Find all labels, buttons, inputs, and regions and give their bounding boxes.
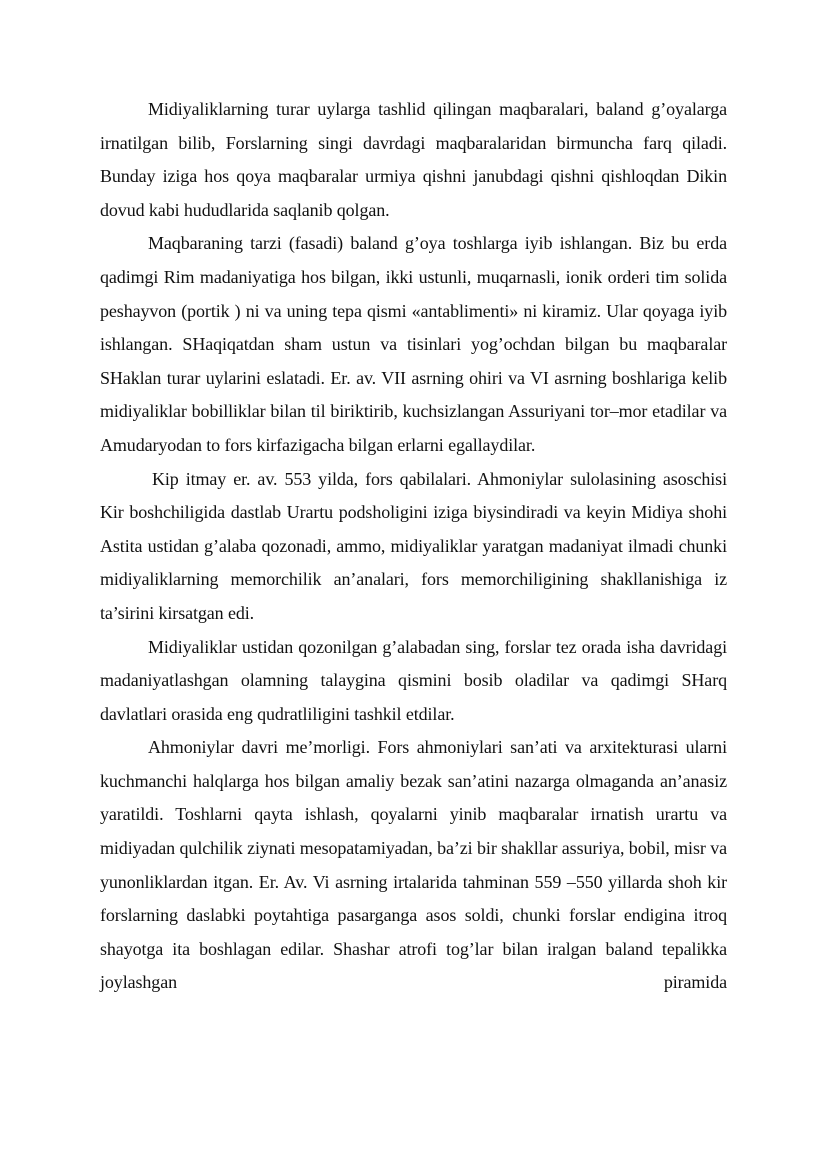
paragraph-2: Maqbaraning tarzi (fasadi) baland g’oya toshlarga iyib ishlangan. Biz bu erda qadimgi Rim madaniyatiga hos bilgan, ikki ustunli, muqarnasli, ionik orderi tim solida peshayvon (portik ) ni va uning tepa qismi «antablimenti» ni kiramiz. Ular qoyaga iyib ishlangan. SHaqiqatdan sham ustun va tisinlari yog’ochdan bilgan bu maqbaralar SHaklan turar uylarini eslatadi. Er. av. VII asrning ohiri va VI asrning boshlariga kelib midiyaliklar bobilliklar bilan til biriktirib, kuchsizlangan Assuriyani tor–mor etadilar va Amudaryodan to fors kirfazigacha bilgan erlarni egallaydilar. — [100, 233, 727, 455]
paragraph-1: Midiyaliklarning turar uylarga tashlid qilingan maqbaralari, baland g’oyalarga irnatilgan bilib, Forslarning singi davrdagi maqbaralaridan birmuncha farq qiladi. Bunday iziga hos qoya maqbaralar urmiya qishni janubdagi qishni qishloqdan Dikin dovud kabi hududlarida saqlanib qolgan. — [100, 99, 727, 220]
document-body — [100, 93, 727, 1000]
paragraph-5: Ahmoniylar davri me’morligi. Fors ahmoniylari san’ati va arxitekturasi ularni kuchmanchi halqlarga hos bilgan amaliy bezak san’atini nazarga olmaganda an’anasiz yaratildi. Toshlarni qayta ishlash, qoyalarni yinib maqbaralar irnatish urartu va midiyadan qulchilik ziynati mesopatamiyadan, ba’zi bir shakllar assuriya, bobil, misr va yunonliklardan itgan. Er. Av. Vi asrning irtalarida tahminan 559 –550 yillarda shoh kir forslarning daslabki poytahtiga pasarganga asos soldi, chunki forslar endigina itroq shayotga ita boshlagan edilar. Shashar atrofi tog’lar bilan iralgan baland tepalikka joylashgan piramida — [100, 737, 727, 993]
paragraph-3: Kip itmay er. av. 553 yilda, fors qabilalari. Ahmoniylar sulolasining asoschisi Kir boshchiligida dastlab Urartu podsholigini iziga biysindiradi va keyin Midiya shohi Astita ustidan g’alaba qozonadi, ammo, midiyaliklar yaratgan madaniyat ilmadi chunki midiyaliklarning memorchilik an’analari, fors memorchiligining shakllanishiga iz ta’sirini kirsatgan edi. — [100, 468, 727, 623]
paragraph-4: Midiyaliklar ustidan qozonilgan g’alabadan sing, forslar tez orada isha davridagi madaniyatlashgan olamning talaygina qismini bosib oladilar va qadimgi SHarq davlatlari orasida eng qudratliligini tashkil etdilar. — [100, 636, 727, 724]
